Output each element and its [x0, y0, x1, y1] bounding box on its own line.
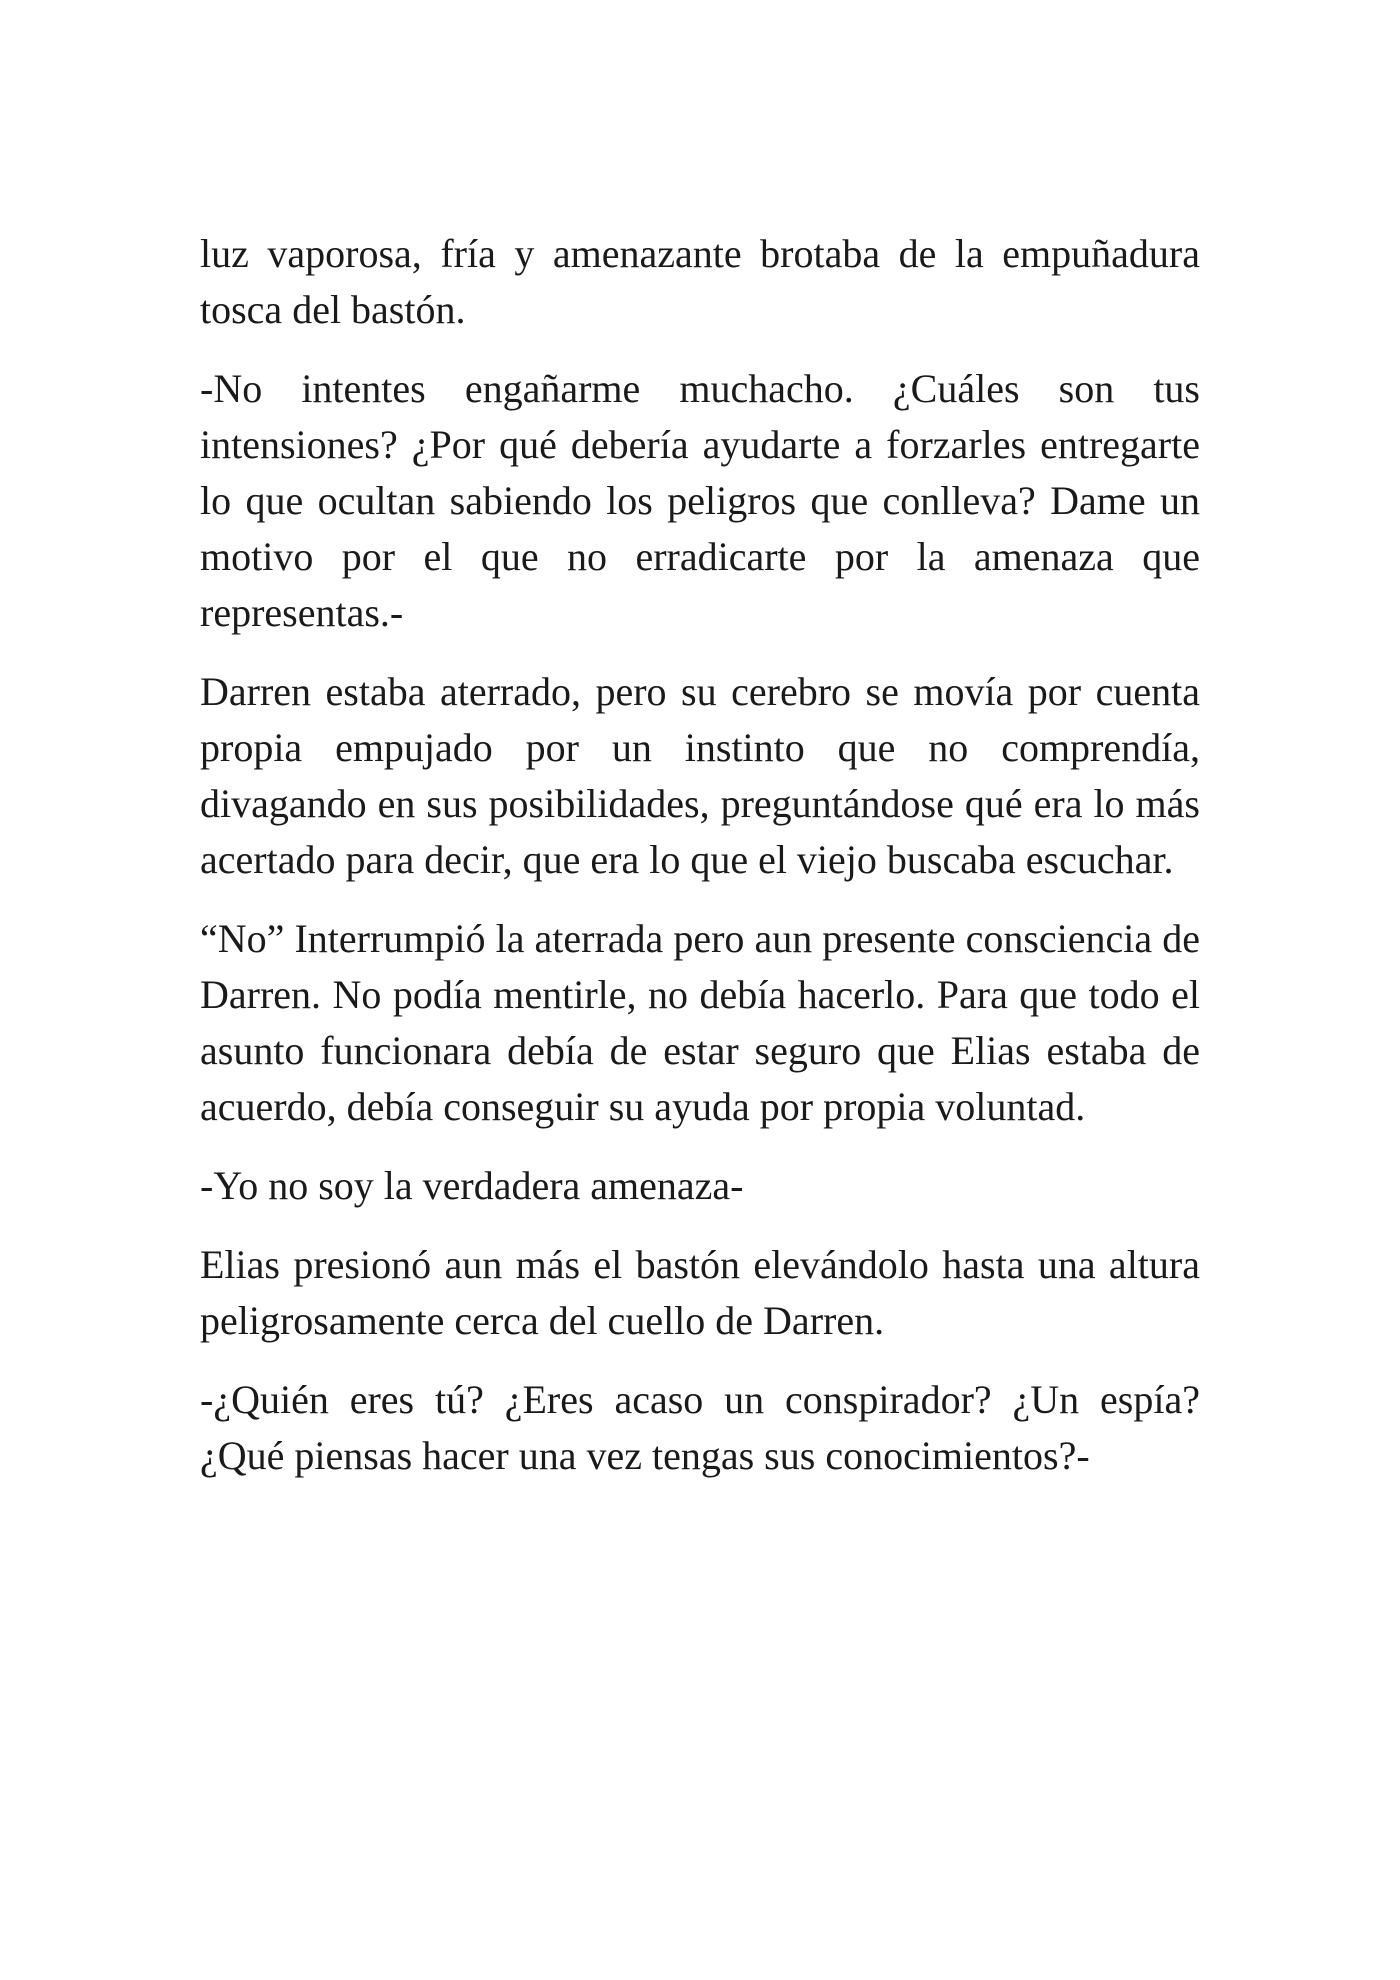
paragraph-3: Darren estaba aterrado, pero su cerebro se movía por cuenta propia empujado por un instinto que no comprendía, divagando en sus posibilidades, preguntándose qué era lo más acertado para decir, que era lo que el viejo buscaba escuchar.	[200, 669, 1200, 882]
document-page	[200, 226, 1200, 1507]
paragraph-4: “No” Interrumpió la aterrada pero aun presente consciencia de Darren. No podía mentirle, no debía hacerlo. Para que todo el asunto funcionara debía de estar seguro que Elias estaba de acuerdo, debía conseguir su ayuda por propia voluntad.	[200, 916, 1200, 1129]
paragraph-5: -Yo no soy la verdadera amenaza-	[200, 1163, 744, 1208]
paragraph-2: -No intentes engañarme muchacho. ¿Cuáles son tus intensiones? ¿Por qué debería ayudarte a forzarles entregarte lo que ocultan sabiendo los peligros que conlleva? Dame un motivo por el que no erradicarte por la amenaza que representas.-	[200, 366, 1200, 635]
paragraph-7: -¿Quién eres tú? ¿Eres acaso un conspirador? ¿Un espía? ¿Qué piensas hacer una vez tengas sus conocimientos?-	[200, 1377, 1200, 1478]
paragraph-1: luz vaporosa, fría y amenazante brotaba de la empuñadura tosca del bastón.	[200, 231, 1200, 332]
paragraph-6: Elias presionó aun más el bastón elevándolo hasta una altura peligrosamente cerca del cuello de Darren.	[200, 1242, 1200, 1343]
